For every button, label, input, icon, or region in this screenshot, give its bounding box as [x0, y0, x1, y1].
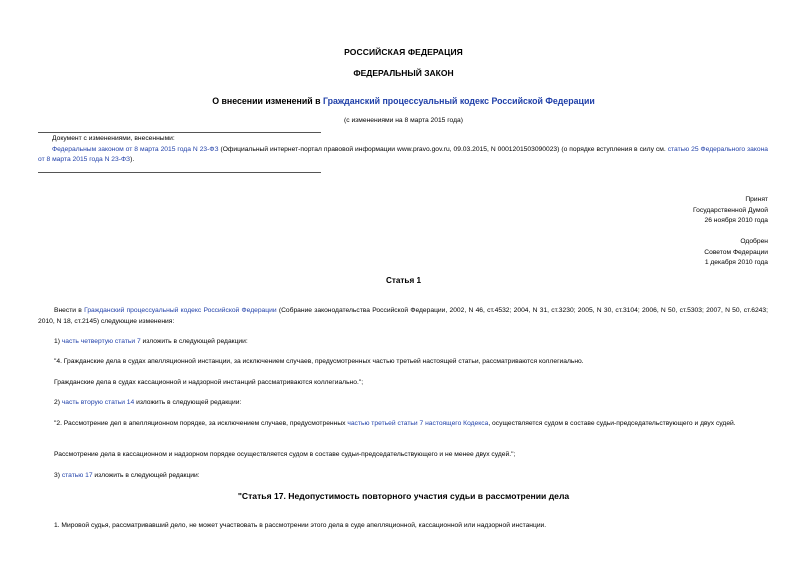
- article-7-part-3-link[interactable]: частью третьей статьи 7 настоящего Кодекса: [347, 420, 489, 427]
- code-link[interactable]: Гражданский процессуальный кодекс Российской Федерации: [84, 307, 277, 314]
- item-3-number: 3): [54, 472, 62, 479]
- intro-text-b: (Собрание законодательства Российской Федерации, 2002, N 46, ст.4532; 2004, N 31, ст.3230; 2005, N 30, ст.3104; 2006, N 50, ст.5303; 2007, N 50, ст.6243; 2010, N 18, ст.2145) следующие изменения:: [38, 307, 768, 325]
- duma-label: Государственной Думой: [693, 206, 768, 214]
- changes-source-text: (Официальный интернет-портал правовой информации www.pravo.gov.ru, 09.03.2015, N 0001201503090023) (о порядке вступления в силу см.: [218, 145, 668, 153]
- item-2-quote-text-b: , осуществляется судом в составе судьи-председательствующего и двух судей.: [488, 420, 736, 427]
- item-1-number: 1): [54, 338, 62, 345]
- federal-law-23fz-link[interactable]: Федеральным законом от 8 марта 2015 года N 23-ФЗ: [52, 145, 219, 153]
- item-1: [38, 337, 768, 348]
- item-2-quote-2: Рассмотрение дела в кассационном и надзорном порядке осуществляется судом в составе судьи-председательствующего и не менее двух судей.";: [54, 451, 516, 458]
- council-date: 1 декабря 2010 года: [704, 259, 768, 267]
- article-25-link[interactable]: статью 25 Федерального закона от 8 марта 2015 года N 23-ФЗ: [38, 145, 768, 164]
- item-2-quote-text-a: "2. Рассмотрение дел в апелляционном порядке, за исключением случаев, предусмотренных: [54, 420, 348, 427]
- item-2-quote-1: [38, 419, 768, 430]
- article-1-heading: Статья 1: [385, 276, 422, 285]
- item-2: [38, 398, 768, 409]
- duma-adoption: [693, 195, 768, 227]
- law-type-heading: ФЕДЕРАЛЬНЫЙ ЗАКОН: [353, 68, 454, 78]
- article-17-link[interactable]: статью 17: [61, 472, 93, 479]
- divider-top: [38, 132, 321, 133]
- civil-procedure-code-link[interactable]: Гражданский процессуальный кодекс Российской Федерации: [322, 96, 595, 106]
- divider-bottom: [38, 172, 321, 173]
- changes-intro: Документ с изменениями, внесенными:: [52, 135, 175, 142]
- federation-heading: РОССИЙСКАЯ ФЕДЕРАЦИЯ: [344, 47, 463, 57]
- accepted-label: Принят: [745, 196, 768, 203]
- article-7-part-4-link[interactable]: часть четвертую статьи 7: [61, 338, 141, 345]
- document-changes-note: [38, 134, 768, 166]
- article-14-part-2-link[interactable]: часть вторую статьи 14: [61, 399, 135, 406]
- item-1-quote-1: "4. Гражданские дела в судах апелляционной инстанции, за исключением случаев, предусмотренных частью третьей настоящей статьи, рассматриваются коллегиально.: [54, 358, 584, 365]
- item-2-number: 2): [54, 399, 62, 406]
- item-3-text: изложить в следующей редакции:: [92, 472, 200, 479]
- changes-end-text: ).: [130, 156, 135, 164]
- approved-label: Одобрен: [740, 238, 768, 245]
- law-title: [0, 96, 807, 106]
- changes-detail: [38, 145, 768, 166]
- item-3: [38, 471, 768, 482]
- article-1-intro: [38, 306, 768, 327]
- item-1-quote-2: Гражданские дела в судах кассационной и надзорной инстанций рассматриваются коллегиально.";: [54, 379, 364, 386]
- duma-date: 26 ноября 2010 года: [704, 217, 768, 225]
- article-17-heading: "Статья 17. Недопустимость повторного участия судьи в рассмотрении дела: [237, 491, 570, 501]
- amendment-note: (с изменениями на 8 марта 2015 года): [344, 117, 463, 124]
- item-1-text: изложить в следующей редакции:: [140, 338, 248, 345]
- item-2-text: изложить в следующей редакции:: [134, 399, 242, 406]
- council-approval: [704, 237, 768, 269]
- council-label: Советом Федерации: [704, 248, 768, 256]
- article-17-paragraph-1: 1. Мировой судья, рассматривавший дело, не может участвовать в рассмотрении этого дела в суде апелляционной, кассационной или надзорной инстанции.: [54, 522, 547, 529]
- intro-text-a: Внести в: [54, 307, 85, 314]
- law-title-prefix: О внесении изменений в: [212, 96, 323, 106]
